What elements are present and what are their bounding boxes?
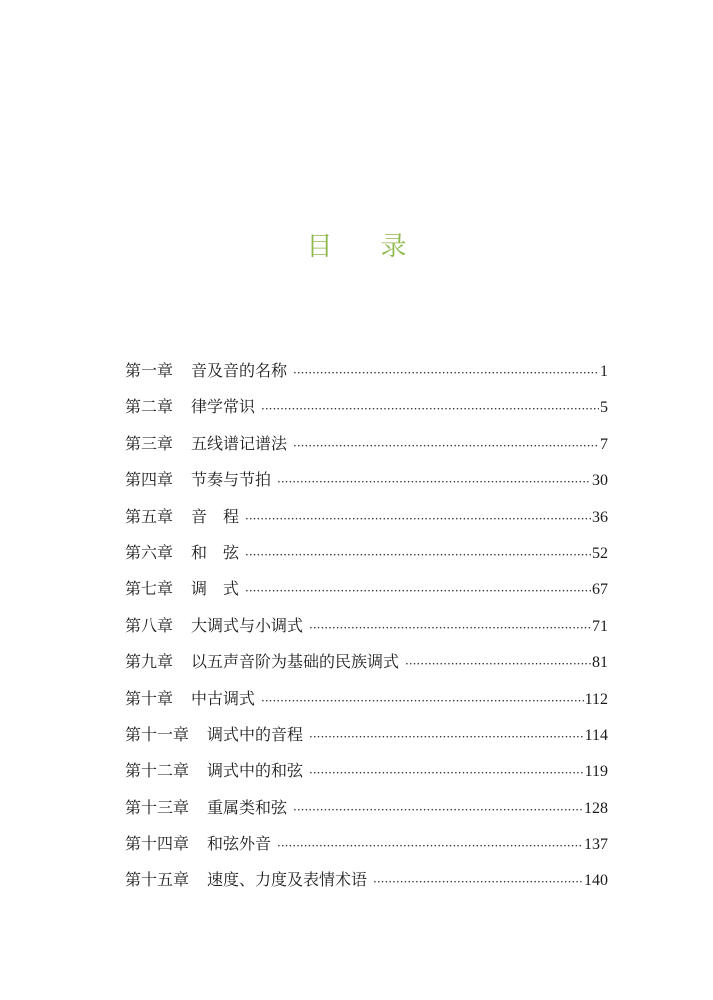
toc-page-number: 119 [584, 763, 608, 781]
toc-chapter-number: 第五章 [125, 506, 174, 526]
toc-chapter-number: 第三章 [125, 433, 174, 453]
toc-leader-dots [309, 758, 584, 788]
toc-entry[interactable] [125, 829, 608, 865]
toc-entry[interactable] [125, 538, 608, 574]
toc-leader-dots [309, 613, 591, 643]
toc-entry[interactable] [125, 611, 608, 647]
toc-page-number: 128 [584, 799, 608, 817]
toc-page-number: 5 [600, 399, 608, 417]
toc-leader-dots [261, 394, 599, 424]
toc-chapter-title: 速度、力度及表情术语 [207, 870, 368, 890]
toc-chapter-title: 调 式 [191, 579, 240, 599]
toc-leader-dots [293, 431, 599, 461]
toc-leader-dots [373, 867, 583, 897]
toc-chapter-title: 以五声音阶为基础的民族调式 [191, 652, 400, 672]
toc-entry[interactable] [125, 720, 608, 756]
toc-chapter-title: 重属类和弦 [207, 797, 288, 817]
toc-leader-dots [261, 686, 584, 716]
title-char-1: 目 [306, 232, 333, 262]
toc-entry[interactable] [125, 429, 608, 465]
toc-chapter-title: 律学常识 [191, 397, 256, 417]
toc-chapter-title: 调式中的和弦 [207, 761, 304, 781]
toc-chapter-title: 调式中的音程 [207, 724, 304, 744]
toc-chapter-number: 第九章 [125, 652, 174, 672]
toc-chapter-number: 第一章 [125, 361, 174, 380]
toc-leader-dots [245, 540, 591, 570]
toc-entry[interactable] [125, 647, 608, 683]
title-char-2: 录 [380, 232, 407, 262]
toc-chapter-number: 第二章 [125, 397, 174, 417]
toc-entry[interactable] [125, 684, 608, 720]
toc-page-number: 140 [584, 872, 608, 890]
toc-page-number: 1 [600, 363, 608, 380]
toc-page-number: 36 [592, 508, 608, 526]
toc-leader-dots [309, 722, 584, 752]
toc-chapter-number: 第十四章 [125, 834, 190, 854]
toc-chapter-number: 第十三章 [125, 797, 190, 817]
toc-chapter-number: 第六章 [125, 542, 174, 562]
toc-entry[interactable] [125, 356, 608, 392]
toc-entry[interactable] [125, 465, 608, 501]
toc-chapter-title: 和 弦 [191, 542, 240, 562]
toc-chapter-title: 中古调式 [191, 688, 256, 708]
toc-chapter-number: 第七章 [125, 579, 174, 599]
toc-chapter-title: 音 程 [191, 506, 240, 526]
toc-page-number: 7 [600, 435, 608, 453]
toc-leader-dots [277, 831, 583, 861]
toc-entry[interactable] [125, 502, 608, 538]
toc-leader-dots [277, 467, 591, 497]
toc-leader-dots [293, 358, 599, 388]
toc-page-number: 137 [584, 836, 608, 854]
toc-leader-dots [245, 504, 591, 534]
toc-chapter-title: 和弦外音 [207, 834, 272, 854]
toc-entry[interactable] [125, 756, 608, 792]
toc-chapter-title: 五线谱记谱法 [191, 433, 288, 453]
table-of-contents [125, 356, 608, 902]
toc-entry[interactable] [125, 793, 608, 829]
toc-chapter-title: 音及音的名称 [191, 361, 288, 380]
toc-leader-dots [293, 795, 583, 825]
toc-page-number: 114 [584, 726, 608, 744]
toc-page-number: 52 [592, 544, 608, 562]
toc-chapter-number: 第八章 [125, 615, 174, 635]
toc-entry[interactable] [125, 865, 608, 901]
toc-entry[interactable] [125, 574, 608, 610]
toc-page-number: 81 [592, 654, 608, 672]
toc-leader-dots [405, 649, 591, 679]
toc-page-number: 71 [592, 617, 608, 635]
toc-entry[interactable] [125, 392, 608, 428]
toc-page-number: 67 [592, 581, 608, 599]
toc-leader-dots [245, 576, 591, 606]
toc-chapter-title: 节奏与节拍 [191, 470, 272, 490]
toc-chapter-number: 第十章 [125, 688, 174, 708]
toc-chapter-number: 第四章 [125, 470, 174, 490]
toc-chapter-number: 第十五章 [125, 870, 190, 890]
toc-chapter-number: 第十一章 [125, 724, 190, 744]
page-title [0, 226, 713, 263]
toc-page-number: 112 [584, 690, 608, 708]
toc-chapter-title: 大调式与小调式 [191, 615, 304, 635]
toc-chapter-number: 第十二章 [125, 761, 190, 781]
toc-page-number: 30 [592, 472, 608, 490]
